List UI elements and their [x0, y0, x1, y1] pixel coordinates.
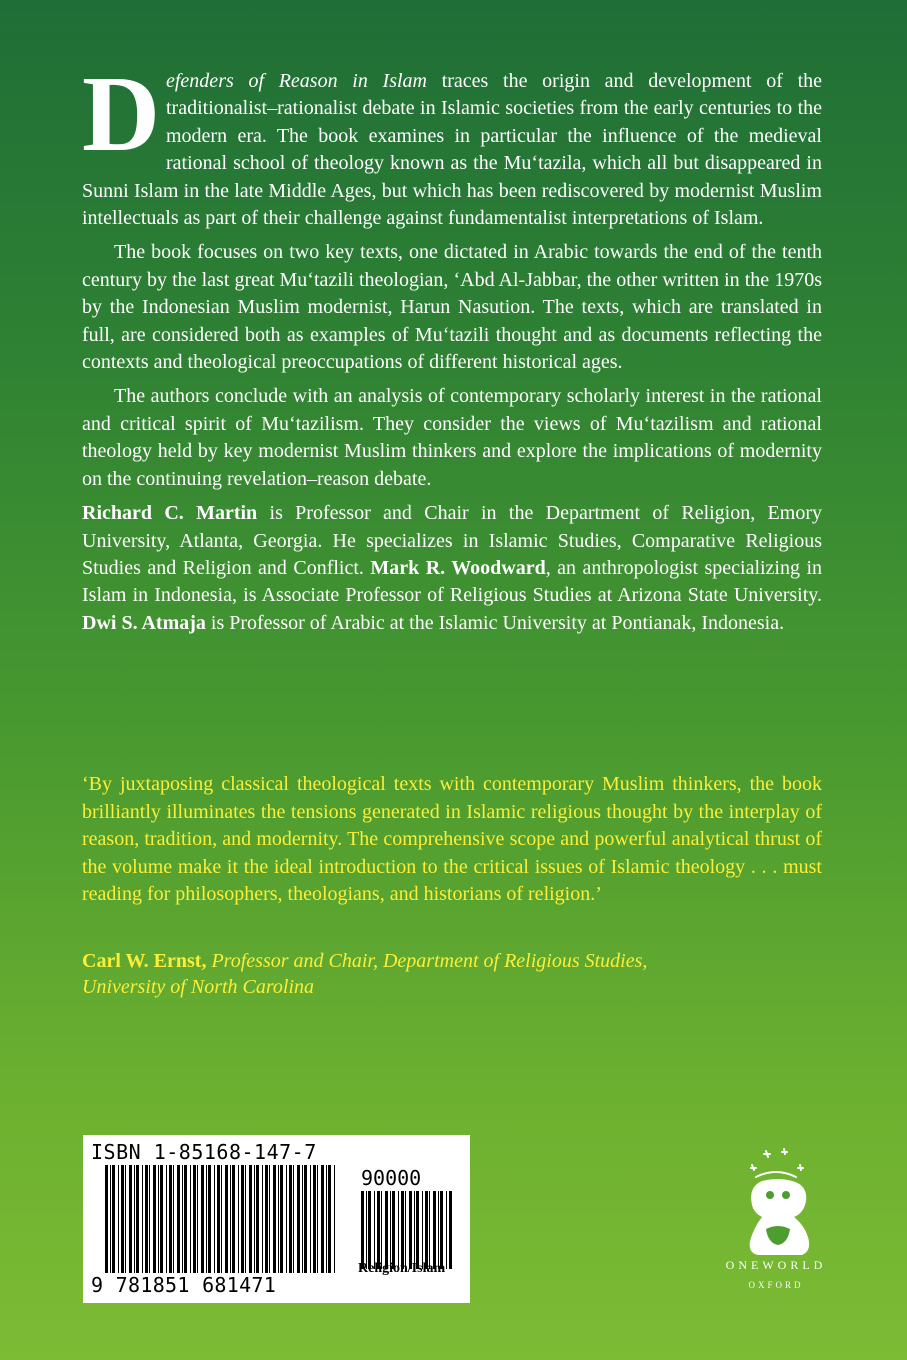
- barcode-bar: [273, 1165, 276, 1273]
- reviewer-name: Carl W. Ernst,: [82, 950, 207, 972]
- barcode-bar: [256, 1165, 259, 1273]
- barcode-bar: [214, 1165, 215, 1273]
- drop-cap: D: [82, 55, 160, 174]
- barcode-bar: [326, 1165, 327, 1273]
- barcode-bar: [262, 1165, 263, 1273]
- barcode-bar: [409, 1191, 412, 1269]
- barcode-bar: [361, 1191, 364, 1269]
- barcode-bar: [280, 1165, 283, 1273]
- barcode-bar: [313, 1165, 316, 1273]
- barcode-panel: [83, 1135, 470, 1303]
- barcode-bar: [449, 1191, 452, 1269]
- barcode-bar: [416, 1191, 419, 1269]
- review-quote-text: ‘By juxtaposing classical theological texts with contemporary Muslim thinkers, the book brilliantly illuminates the tensions generated in Islamic religious thought by the interplay of reason, tradition, and modernity. The comprehensive scope and powerful analytical thrust of the volume make it the ideal introduction to the critical issues of Islamic theology . . . must reading for philosophers, theologians, and historians of religion.’: [82, 773, 822, 905]
- barcode-bar: [190, 1165, 191, 1273]
- barcode-bar: [368, 1191, 371, 1269]
- barcode-bar: [429, 1191, 430, 1269]
- barcode-bar: [142, 1165, 143, 1273]
- ean-barcode: [105, 1165, 337, 1273]
- barcode-bar: [121, 1165, 124, 1273]
- barcode-bar: [334, 1165, 335, 1273]
- blurb-paragraph-3: The authors conclude with an analysis of contemporary scholarly interest in the rational and critical spirit of Mu‘tazilism. They consider the views of Mu‘tazilism and rational theology held by key modernist Muslim thinkers and explore the implications of modernity on the continuing revelation–reason debate.: [82, 385, 822, 490]
- barcode-bar: [217, 1165, 220, 1273]
- barcode-bar: [112, 1165, 115, 1273]
- barcode-bar: [166, 1165, 167, 1273]
- author-name-3: Dwi S. Atmaja: [82, 611, 206, 634]
- price-barcode: [361, 1191, 453, 1269]
- publisher-name: ONEWORLD: [725, 1258, 827, 1272]
- reviewer-affiliation-2: University of North Carolina: [82, 976, 315, 998]
- barcode-bar: [177, 1165, 180, 1273]
- barcode-bar: [182, 1165, 183, 1273]
- barcode-bar: [278, 1165, 279, 1273]
- barcode-bar: [381, 1191, 382, 1269]
- barcode-bar: [433, 1191, 436, 1269]
- blurb-paragraph-2: The book focuses on two key texts, one dictated in Arabic towards the end of the tenth century by the last great Mu‘tazili theologian, ‘Abd Al-Jabbar, the other written in the 1970s by the Indonesian Muslim modernist, Harun Nasution. The texts, which are translated in full, are considered both as examples of Mu‘tazili thought and as documents reflecting the contexts and theological preoccupations of different historical ages.: [82, 241, 822, 374]
- barcode-bar: [230, 1165, 231, 1273]
- barcode-bar: [249, 1165, 252, 1273]
- barcode-bar: [160, 1165, 163, 1273]
- isbn-label: ISBN 1-85168-147-7: [91, 1140, 317, 1164]
- review-quote: [82, 771, 822, 909]
- barcode-bar: [158, 1165, 159, 1273]
- publisher-city: OXFORD: [748, 1280, 804, 1290]
- barcode-bar: [304, 1165, 307, 1273]
- barcode-bar: [310, 1165, 311, 1273]
- barcode-bar: [328, 1165, 331, 1273]
- barcode-bar: [105, 1165, 108, 1273]
- barcode-bar: [289, 1165, 292, 1273]
- ean-digits: 9 781851 681471: [91, 1273, 277, 1297]
- barcode-bar: [208, 1165, 211, 1273]
- barcode-bar: [440, 1191, 443, 1269]
- barcode-bar: [302, 1165, 303, 1273]
- barcode-bar: [149, 1165, 150, 1273]
- barcode-bar: [134, 1165, 135, 1273]
- author-bios: [82, 500, 822, 637]
- book-title: efenders of Reason in Islam: [166, 70, 427, 92]
- barcode-bar: [254, 1165, 255, 1273]
- barcode-bar: [110, 1165, 111, 1273]
- attribution-line-2: [82, 974, 822, 1000]
- barcode-bar: [201, 1165, 204, 1273]
- barcode-bar: [136, 1165, 139, 1273]
- barcode-bar: [225, 1165, 228, 1273]
- blurb-paragraph-1: [82, 55, 823, 232]
- barcode-bar: [425, 1191, 428, 1269]
- barcode-bar: [118, 1165, 119, 1273]
- blurb-text-1: traces the origin and development of the traditionalist–rationalist debate in Islamic societies from the early centuries to the modern era. The book examines in particular the influence of the medieval rational school of theology known as the Mu‘tazila, which all but disappeared in Sunni Islam in the late Middle Ages, but which has been rediscovered by modernist Muslim intellectuals as part of their challenge against fundamentalist interpretations of Islam.: [82, 70, 823, 230]
- reviewer-affiliation-1: Professor and Chair, Department of Religious Studies,: [211, 950, 648, 972]
- barcode-bar: [169, 1165, 172, 1273]
- barcode-bar: [293, 1165, 294, 1273]
- author-bio-3: is Professor of Arabic at the Islamic University at Pontianak, Indonesia.: [210, 611, 785, 634]
- author-bio-2: , an anthropologist specializing in Islam in Indonesia, is Associate Professor of Religious Studies at Arizona State University.: [82, 556, 822, 607]
- barcode-bar: [173, 1165, 174, 1273]
- barcode-bar: [366, 1191, 367, 1269]
- barcode-bar: [446, 1191, 447, 1269]
- barcode-bar: [390, 1191, 391, 1269]
- author-name-1: Richard C. Martin: [82, 502, 258, 525]
- barcode-bar: [398, 1191, 399, 1269]
- barcode-bar: [241, 1165, 244, 1273]
- barcode-bar: [438, 1191, 439, 1269]
- barcode-bar: [125, 1165, 126, 1273]
- attribution-line-1: [82, 948, 822, 974]
- barcode-bar: [374, 1191, 375, 1269]
- barcode-bar: [405, 1191, 406, 1269]
- barcode-bar: [153, 1165, 156, 1273]
- barcode-bar: [129, 1165, 132, 1273]
- barcode-bar: [422, 1191, 423, 1269]
- price-code: 90000: [361, 1166, 422, 1190]
- barcode-bar: [401, 1191, 404, 1269]
- review-attribution: [82, 948, 822, 1000]
- barcode-bar: [265, 1165, 268, 1273]
- barcode-bar: [184, 1165, 187, 1273]
- barcode-bar: [232, 1165, 235, 1273]
- barcode-bar: [206, 1165, 207, 1273]
- barcode-bar: [221, 1165, 222, 1273]
- barcode-bar: [269, 1165, 270, 1273]
- barcode-bar: [317, 1165, 318, 1273]
- barcode-bar: [193, 1165, 196, 1273]
- oneworld-figure-logo-icon: [696, 1147, 856, 1297]
- barcode-bar: [197, 1165, 198, 1273]
- barcode-bar: [321, 1165, 324, 1273]
- category-label: Religion/Islam: [358, 1261, 446, 1276]
- barcode-bar: [377, 1191, 380, 1269]
- barcode-bar: [297, 1165, 300, 1273]
- barcode-bar: [414, 1191, 415, 1269]
- blurb: [82, 55, 823, 644]
- barcode-bar: [392, 1191, 395, 1269]
- barcode-bar: [145, 1165, 148, 1273]
- author-name-2: Mark R. Woodward: [370, 556, 546, 579]
- barcode-bar: [385, 1191, 388, 1269]
- barcode-bar: [238, 1165, 239, 1273]
- author-bio-1: is Professor and Chair in the Department of Religion, Emory University, Atlanta, Georgia. He specializes in Islamic Studies, Comparative Religious Studies and Religion and Conflict.: [82, 502, 822, 579]
- barcode-bar: [245, 1165, 246, 1273]
- barcode-bar: [286, 1165, 287, 1273]
